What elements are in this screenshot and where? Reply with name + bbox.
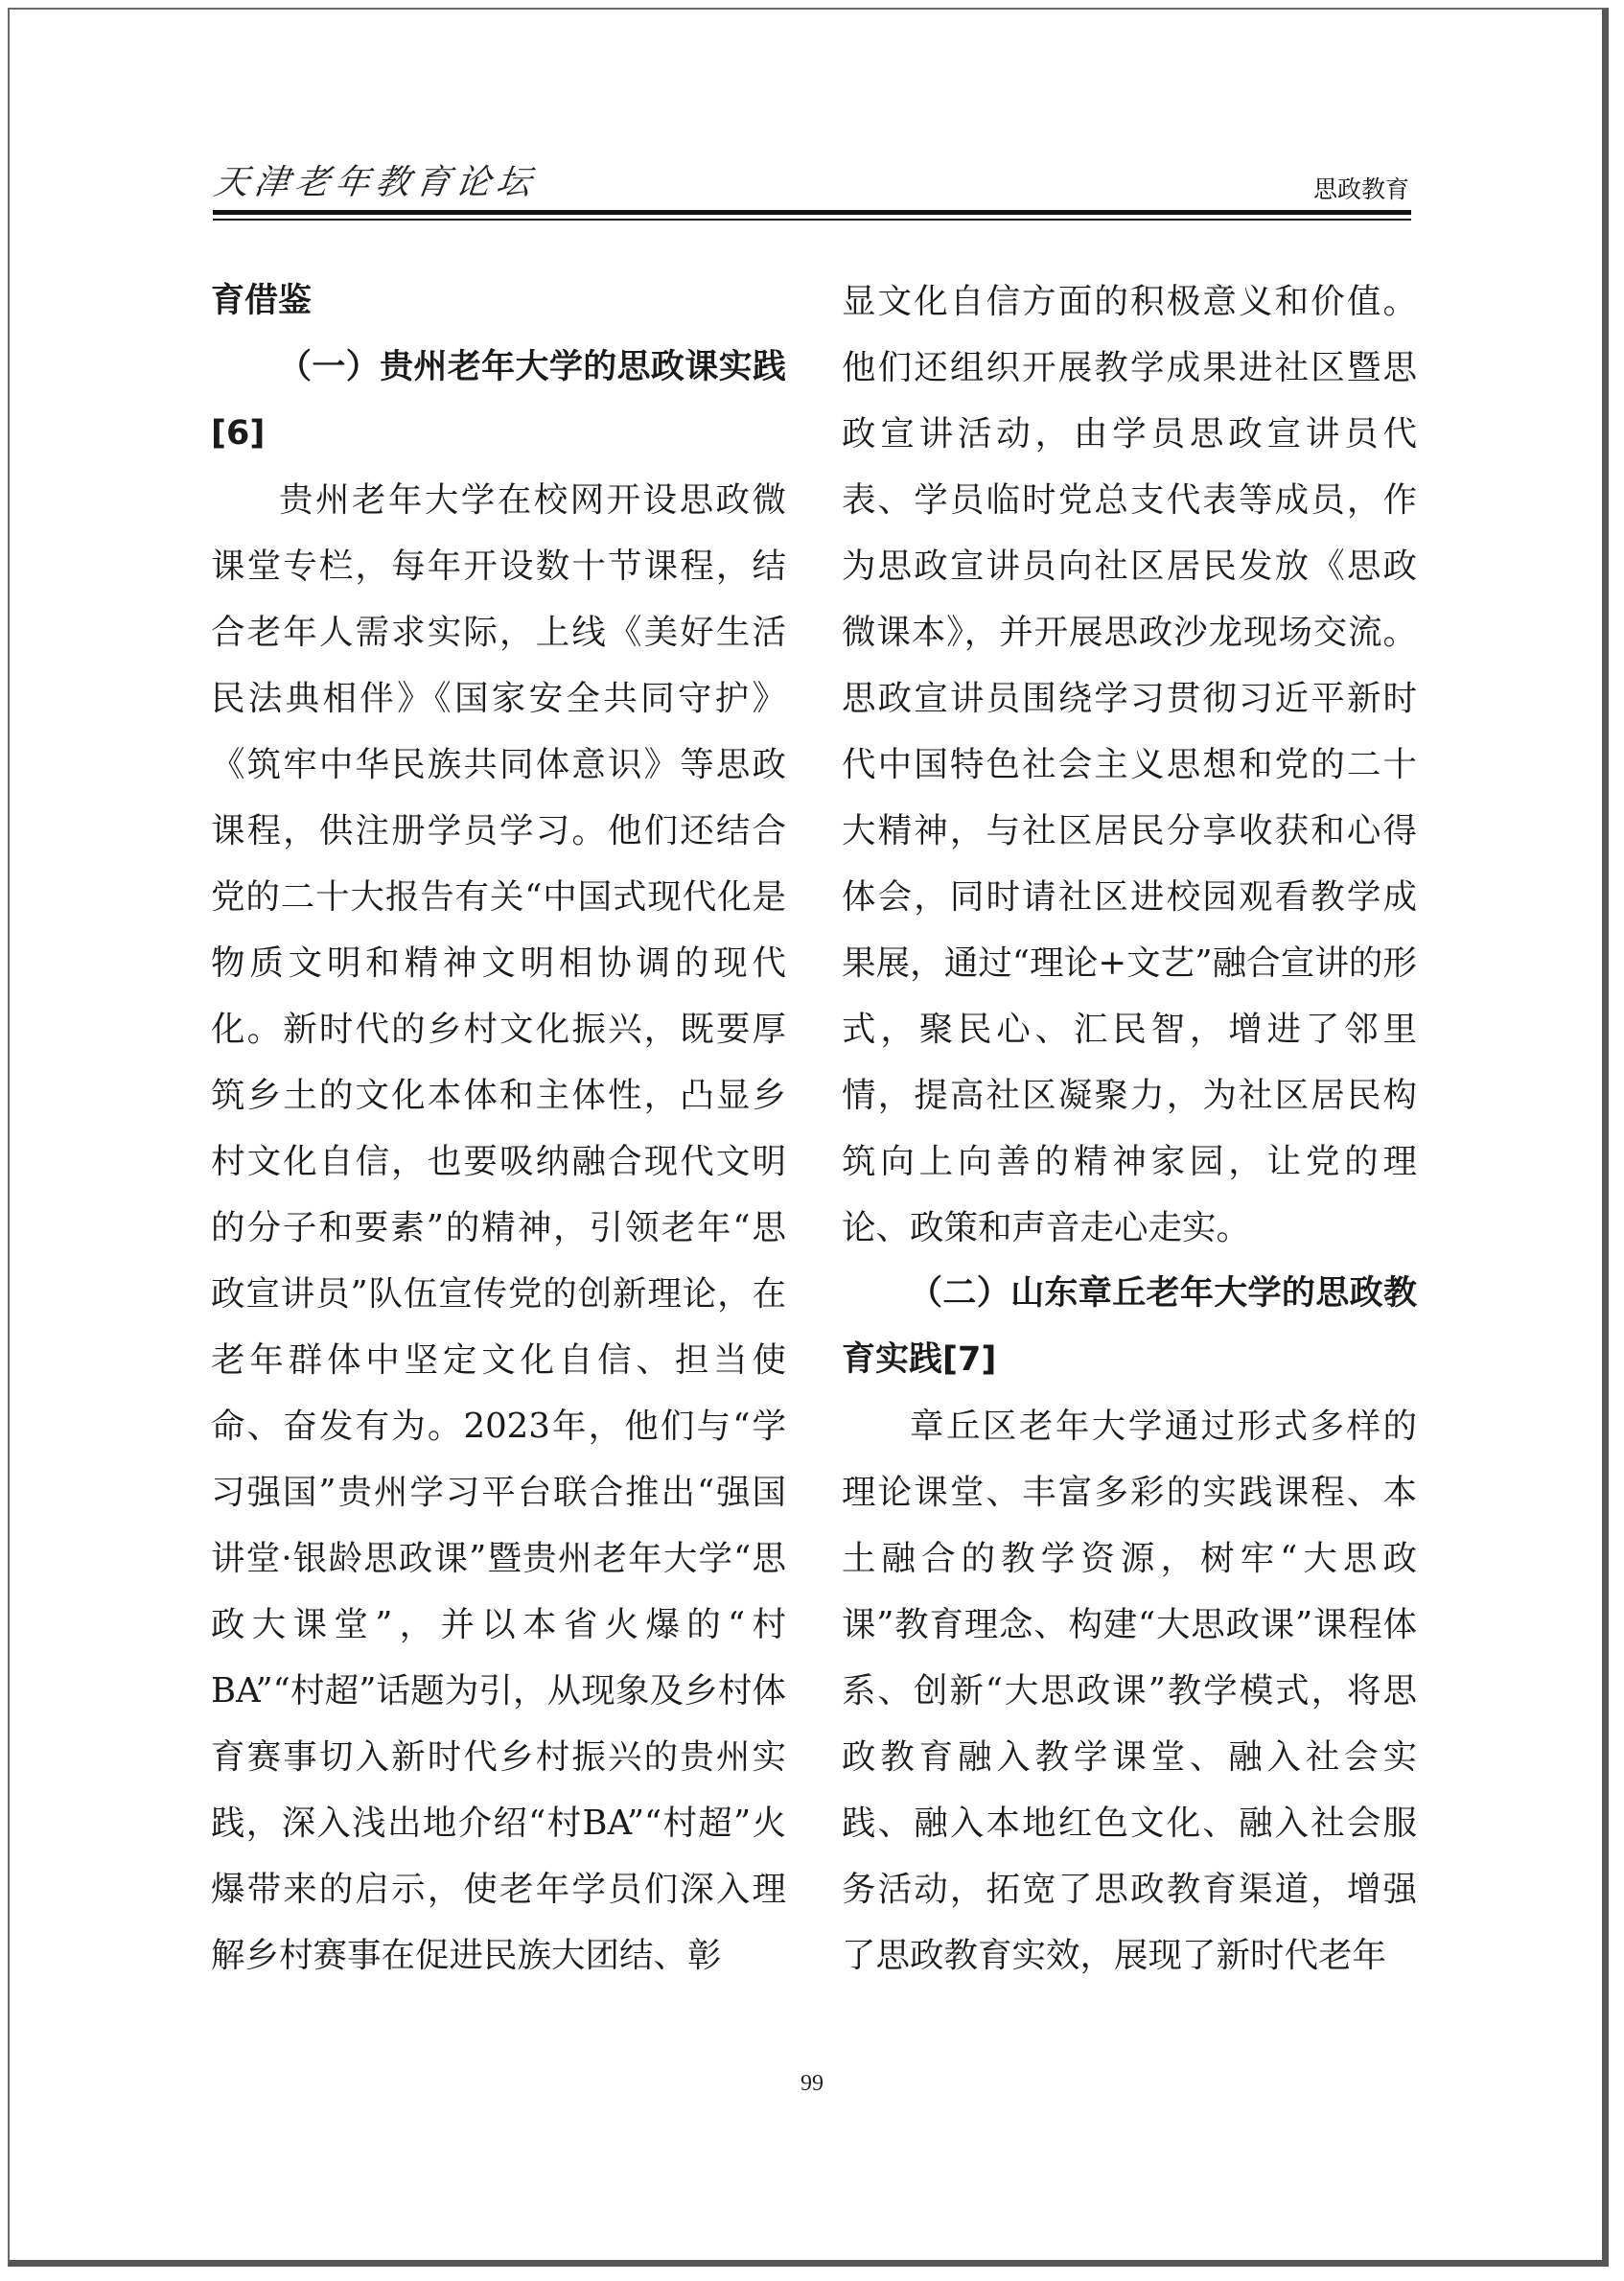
page-number: 99: [800, 2071, 824, 2096]
paragraph-guizhou: 贵州老年大学在校网开设思政微课堂专栏，每年开设数十节课程，结合老年人需求实际，上线《美好生活民法典相伴》《国家安全共同守护》《筑牢中华民族共同体意识》等思政课程，供注册学员学习。他们还结合党的二十大报告有关“中国式现代化是物质文明和精神文明相协调的现代化。新时代的乡村文化振兴，既要厚筑乡土的文化本体和主体性，凸显乡村文化自信，也要吸纳融合现代文明的分子和要素”的精神，引领老年“思政宣讲员”队伍宣传党的创新理论，在老年群体中坚定文化自信、担当使命、奋发有为。2023年，他们与“学习强国”贵州学习平台联合推出“强国讲堂·银龄思政课”暨贵州老年大学“思政大课堂”，并以本省火爆的“村BA”“村超”话题为引，从现象及乡村体育赛事切入新时代乡村振兴的贵州实践，深入浅出地介绍“村BA”“村超”火爆带来的启示，使老年学员们深入理解乡村赛事在促进民族大团结、彰: [211, 480, 786, 1975]
heading-continuation: 育借鉴: [211, 282, 313, 320]
right-column: [842, 268, 1417, 1989]
journal-title-logo: 天津老年教育论坛: [211, 163, 540, 202]
header-rule-thin: [213, 219, 1411, 221]
paragraph-zhangqiu: 章丘区老年大学通过形式多样的理论课堂、丰富多彩的实践课程、本土融合的教学资源，树牢“大思政课”教育理念、构建“大思政课”课程体系、创新“大思政课”教学模式，将思政教育融入教学课堂、融入社会实践、融入本地红色文化、融入社会服务活动，拓宽了思政教育渠道，增强了思政教育实效，展现了新时代老年: [842, 1407, 1417, 1975]
paragraph-guizhou-continued: 显文化自信方面的积极意义和价值。他们还组织开展教学成果进社区暨思政宣讲活动，由学员思政宣讲员代表、学员临时党总支代表等成员，作为思政宣讲员向社区居民发放《思政微课本》，并开展思政沙龙现场交流。思政宣讲员围绕学习贯彻习近平新时代中国特色社会主义思想和党的二十大精神，与社区居民分享收获和心得体会，同时请社区进校园观看教学成果展，通过“理论+文艺”融合宣讲的形式，聚民心、汇民智，增进了邻里情，提高社区凝聚力，为社区居民构筑向上向善的精神家园，让党的理论、政策和声音走心走实。: [842, 282, 1417, 1247]
left-column: [211, 268, 786, 1989]
header-rule-thick: [213, 210, 1411, 215]
subheading-guizhou: （一）贵州老年大学的思政课实践[6]: [211, 348, 786, 453]
subheading-zhangqiu: （二）山东章丘老年大学的思政教育实践[7]: [842, 1274, 1417, 1379]
section-label: 思政教育: [1312, 175, 1409, 203]
